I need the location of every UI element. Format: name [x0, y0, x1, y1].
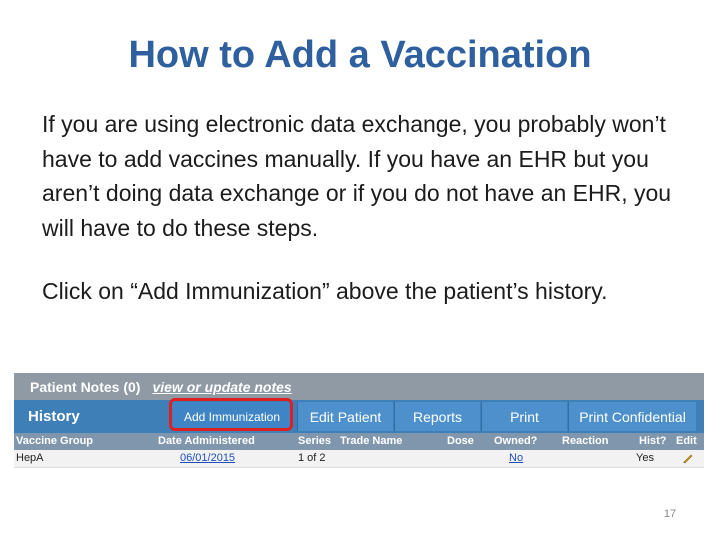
patient-notes-bar — [14, 373, 704, 400]
column-header-dose: Dose — [447, 435, 474, 447]
cell-date-administered-link[interactable]: 06/01/2015 — [180, 452, 236, 464]
instruction-paragraph: Click on “Add Immunization” above the patient’s history. — [42, 278, 608, 304]
column-header-series: Series — [298, 435, 332, 447]
edit-patient-button[interactable]: Edit Patient — [297, 402, 393, 431]
cell-series: 1 of 2 — [298, 452, 326, 464]
add-immunization-highlight — [169, 398, 293, 431]
column-header-owned: Owned? — [494, 435, 538, 447]
slide-title: How to Add a Vaccination — [128, 34, 592, 76]
cell-vaccine-group: HepA — [16, 452, 44, 464]
immunization-history-screenshot — [14, 373, 704, 467]
intro-paragraph: If you are using electronic data exchange, you probably won’t have to add vaccines manually. If you have an EHR but you aren’t doing data exchange or if you do not have an EHR, you will have to do these steps. — [42, 111, 672, 241]
history-table-header — [14, 433, 704, 450]
view-update-notes-link[interactable]: view or update notes — [152, 378, 292, 395]
column-header-reaction: Reaction — [562, 435, 609, 447]
print-confidential-button[interactable]: Print Confidential — [568, 402, 696, 431]
column-header-vaccine-group: Vaccine Group — [16, 435, 94, 447]
history-label: History — [28, 408, 80, 425]
history-toolbar — [14, 400, 704, 433]
table-row — [14, 450, 704, 468]
cell-owned-link[interactable]: No — [509, 452, 524, 464]
reports-button[interactable]: Reports — [394, 402, 480, 431]
column-header-trade-name: Trade Name — [340, 435, 403, 447]
column-header-date-administered: Date Administered — [158, 435, 255, 447]
page-number: 17 — [663, 508, 677, 520]
patient-notes-label: Patient Notes (0) — [30, 378, 141, 395]
column-header-edit: Edit — [676, 435, 697, 447]
column-header-hist: Hist? — [639, 435, 667, 447]
pencil-icon[interactable] — [682, 452, 694, 464]
cell-hist: Yes — [636, 452, 654, 464]
add-immunization-button[interactable]: Add Immunization — [171, 402, 292, 431]
print-button[interactable]: Print — [481, 402, 567, 431]
